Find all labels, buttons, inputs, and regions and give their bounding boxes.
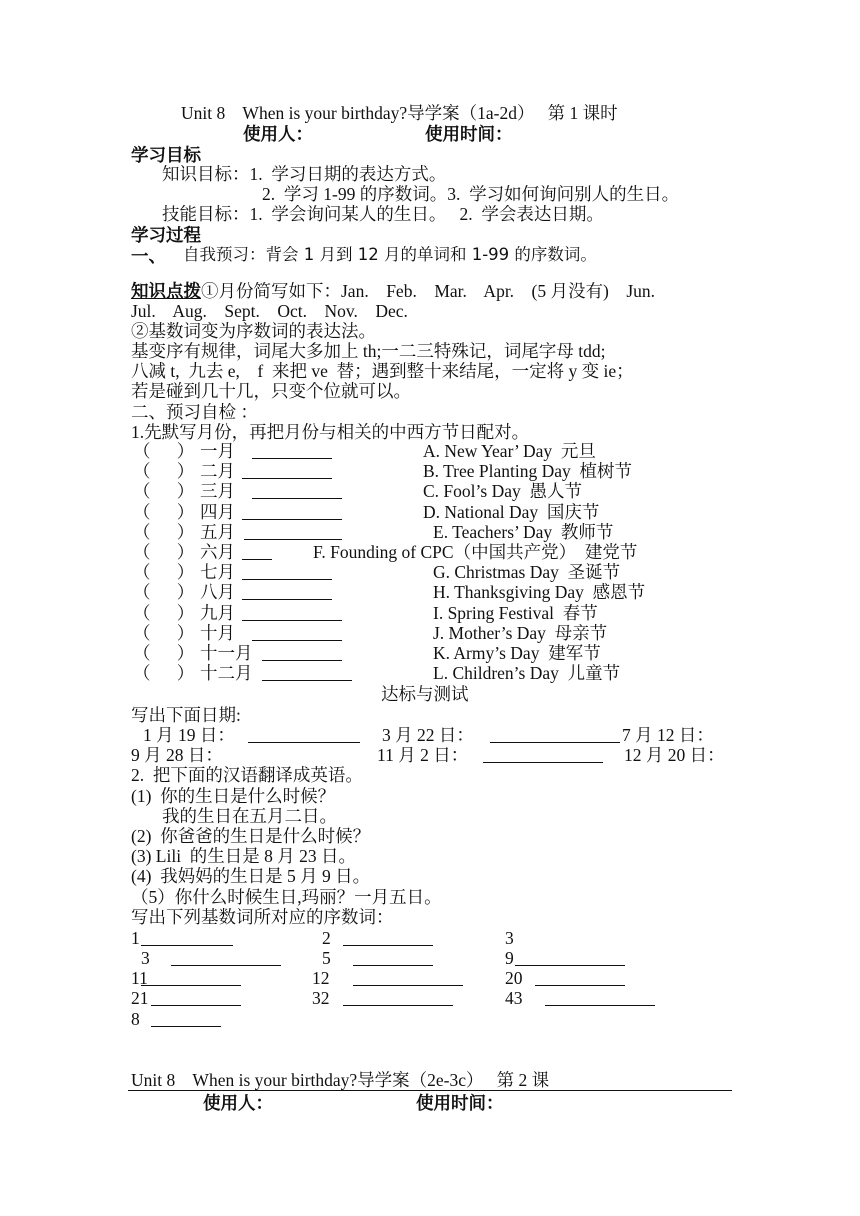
month-english-blank[interactable]: [242, 605, 342, 621]
answer-bracket[interactable]: （ ）: [133, 663, 195, 684]
tips-line-4: 基变序有规律，词尾大多加上 th;一二三特殊记，词尾字母 tdd;: [131, 341, 606, 361]
next-user-label: 使用人：: [203, 1093, 273, 1113]
date-3-label: 7 月 12 日：: [622, 725, 714, 745]
month-label: 十一月: [200, 643, 253, 663]
month-english-blank[interactable]: [244, 524, 342, 540]
ordinal-answer-blank[interactable]: [535, 970, 625, 986]
month-english-blank[interactable]: [262, 645, 342, 661]
cardinal-number: 9: [505, 948, 514, 968]
tips-label: 知识点拨: [131, 281, 201, 301]
question-5: （5）你什么时候生日,玛丽？一月五日。: [131, 887, 442, 907]
tips-line-3: ②基数词变为序数词的表达法。: [131, 321, 376, 341]
festival-option: G. Christmas Day 圣诞节: [433, 562, 621, 583]
tips-line-2: Jul. Aug. Sept. Oct. Nov. Dec.: [131, 301, 408, 321]
selfcheck-instruction: 1.先默写月份，再把月份与相关的中西方节日配对。: [131, 422, 530, 442]
month-label: 九月: [200, 602, 235, 623]
answer-bracket[interactable]: （ ）: [133, 582, 195, 603]
cardinal-number: 43: [505, 988, 523, 1008]
month-english-blank[interactable]: [242, 504, 342, 520]
test-heading: 达标与测试: [381, 684, 469, 704]
month-english-blank[interactable]: [252, 483, 342, 499]
date-5-blank[interactable]: [483, 747, 603, 763]
ordinal-instruction: 写出下列基数词所对应的序数词：: [131, 907, 394, 927]
cardinal-number: 5: [322, 948, 331, 968]
month-label: 三月: [200, 481, 235, 502]
next-lesson-title: Unit 8 When is your birthday?导学案（2e-3c） 第 2 课: [131, 1070, 550, 1090]
month-english-blank[interactable]: [252, 625, 342, 641]
answer-bracket[interactable]: （ ）: [133, 622, 195, 643]
ordinal-answer-blank[interactable]: [141, 970, 241, 986]
date-2-label: 3 月 22 日：: [382, 725, 474, 745]
month-label: 六月: [200, 542, 235, 562]
cardinal-number: 12: [312, 968, 330, 988]
ordinal-answer-blank[interactable]: [171, 950, 281, 966]
cardinal-number: 32: [312, 988, 330, 1008]
answer-bracket[interactable]: （ ）: [133, 481, 195, 502]
festival-option: H. Thanksgiving Day 感恩节: [433, 582, 646, 603]
cardinal-number: 3: [141, 948, 150, 968]
festival-option: I. Spring Festival 春节: [433, 602, 598, 623]
month-label: 八月: [200, 582, 235, 603]
tips-line-5: 八减 t, 九去 e, f 来把 ve 替；遇到整十来结尾，一定将 y 变 ie；: [131, 361, 634, 381]
step1-number: 一、: [131, 246, 166, 266]
month-label: 七月: [200, 562, 235, 583]
translate-instruction: 2. 把下面的汉语翻译成英语。: [131, 765, 363, 785]
ordinal-answer-blank[interactable]: [515, 950, 625, 966]
skill-goal: 技能目标：1. 学会询问某人的生日。 2. 学会表达日期。: [162, 204, 604, 224]
festival-option: J. Mother’s Day 母亲节: [433, 622, 608, 643]
festival-option: D. National Day 国庆节: [423, 501, 600, 522]
festival-option: F. Founding of CPC（中国共产党） 建党节: [313, 542, 638, 562]
ordinal-answer-blank[interactable]: [151, 990, 241, 1006]
cardinal-number: 20: [505, 968, 523, 988]
knowledge-goal-1: 知识目标：1. 学习日期的表达方式。: [162, 164, 447, 184]
ordinal-answer-blank[interactable]: [151, 1011, 221, 1027]
answer-bracket[interactable]: （ ）: [133, 602, 195, 623]
date-5-label: 11 月 2 日：: [377, 745, 469, 765]
next-time-label: 使用时间：: [416, 1093, 504, 1113]
festival-option: K. Army’s Day 建军节: [433, 643, 601, 663]
selfcheck-heading: 二、预习自检 ：: [131, 402, 258, 422]
ordinal-answer-blank[interactable]: [141, 930, 233, 946]
dates-instruction: 写出下面日期:: [131, 705, 241, 725]
step1-text: 自我预习：背会 1 月到 12 月的单词和 1-99 的序数词。: [183, 245, 597, 264]
month-english-blank[interactable]: [262, 665, 352, 681]
answer-bracket[interactable]: （ ）: [133, 643, 195, 663]
tips-line-1: [131, 281, 655, 301]
answer-bracket[interactable]: （ ）: [133, 542, 195, 562]
question-1-answer-prompt: 我的生日在五月二日。: [162, 806, 337, 826]
ordinal-answer-blank[interactable]: [353, 970, 463, 986]
date-4-label: 9 月 28 日：: [131, 745, 223, 765]
festival-option: A. New Year’ Day 元旦: [423, 441, 596, 461]
month-english-blank[interactable]: [242, 544, 272, 560]
title-divider: [128, 1090, 732, 1091]
question-4: (4) 我妈妈的生日是 5 月 9 日。: [131, 866, 371, 886]
month-label: 十二月: [200, 663, 253, 684]
date-1-label: 1 月 19 日：: [143, 725, 235, 745]
month-english-blank[interactable]: [242, 564, 332, 580]
festival-option: B. Tree Planting Day 植树节: [423, 461, 633, 482]
question-3: (3) Lili 的生日是 8 月 23 日。: [131, 846, 357, 866]
month-label: 十月: [200, 622, 235, 643]
cardinal-number: 1: [131, 928, 140, 948]
answer-bracket[interactable]: （ ）: [133, 441, 195, 461]
answer-bracket[interactable]: （ ）: [133, 501, 195, 522]
document-title: Unit 8 When is your birthday?导学案（1a-2d） 第 1 课时: [181, 103, 618, 123]
ordinal-answer-blank[interactable]: [353, 950, 433, 966]
goals-heading: 学习目标: [131, 145, 201, 165]
month-label: 二月: [200, 461, 235, 482]
festival-option: L. Children’s Day 儿童节: [433, 663, 621, 684]
month-label: 四月: [200, 501, 235, 522]
answer-bracket[interactable]: （ ）: [133, 562, 195, 583]
tips-months-abbr: ①月份简写如下：Jan. Feb. Mar. Apr. (5 月没有) Jun.: [201, 281, 656, 301]
month-label: 五月: [200, 521, 235, 542]
ordinal-answer-blank[interactable]: [545, 990, 655, 1006]
festival-option: C. Fool’s Day 愚人节: [423, 481, 582, 502]
answer-bracket[interactable]: （ ）: [133, 461, 195, 482]
question-2: (2) 你爸爸的生日是什么时候？: [131, 826, 371, 846]
cardinal-number: 3: [505, 928, 514, 948]
ordinal-answer-blank[interactable]: [343, 930, 433, 946]
cardinal-number: 8: [131, 1009, 140, 1029]
tips-line-6: 若是碰到几十几，只变个位就可以。: [131, 381, 411, 401]
process-heading: 学习过程: [131, 225, 201, 245]
answer-bracket[interactable]: （ ）: [133, 521, 195, 542]
month-english-blank[interactable]: [242, 584, 332, 600]
date-6-label: 12 月 20 日：: [624, 745, 725, 765]
time-label: 使用时间：: [425, 124, 513, 144]
date-1-blank[interactable]: [248, 727, 360, 743]
festival-option: E. Teachers’ Day 教师节: [433, 521, 614, 542]
knowledge-goal-2: 2. 学习 1-99 的序数词。3. 学习如何询问别人的生日。: [262, 184, 680, 204]
month-label: 一月: [200, 441, 235, 461]
question-1: (1) 你的生日是什么时候？: [131, 786, 336, 806]
month-english-blank[interactable]: [242, 463, 332, 479]
date-2-blank[interactable]: [490, 727, 620, 743]
ordinal-answer-blank[interactable]: [343, 990, 453, 1006]
cardinal-number: 2: [322, 928, 331, 948]
user-label: 使用人：: [243, 124, 313, 144]
cardinal-number: 11: [131, 968, 148, 988]
month-english-blank[interactable]: [252, 443, 332, 459]
cardinal-number: 21: [131, 988, 149, 1008]
